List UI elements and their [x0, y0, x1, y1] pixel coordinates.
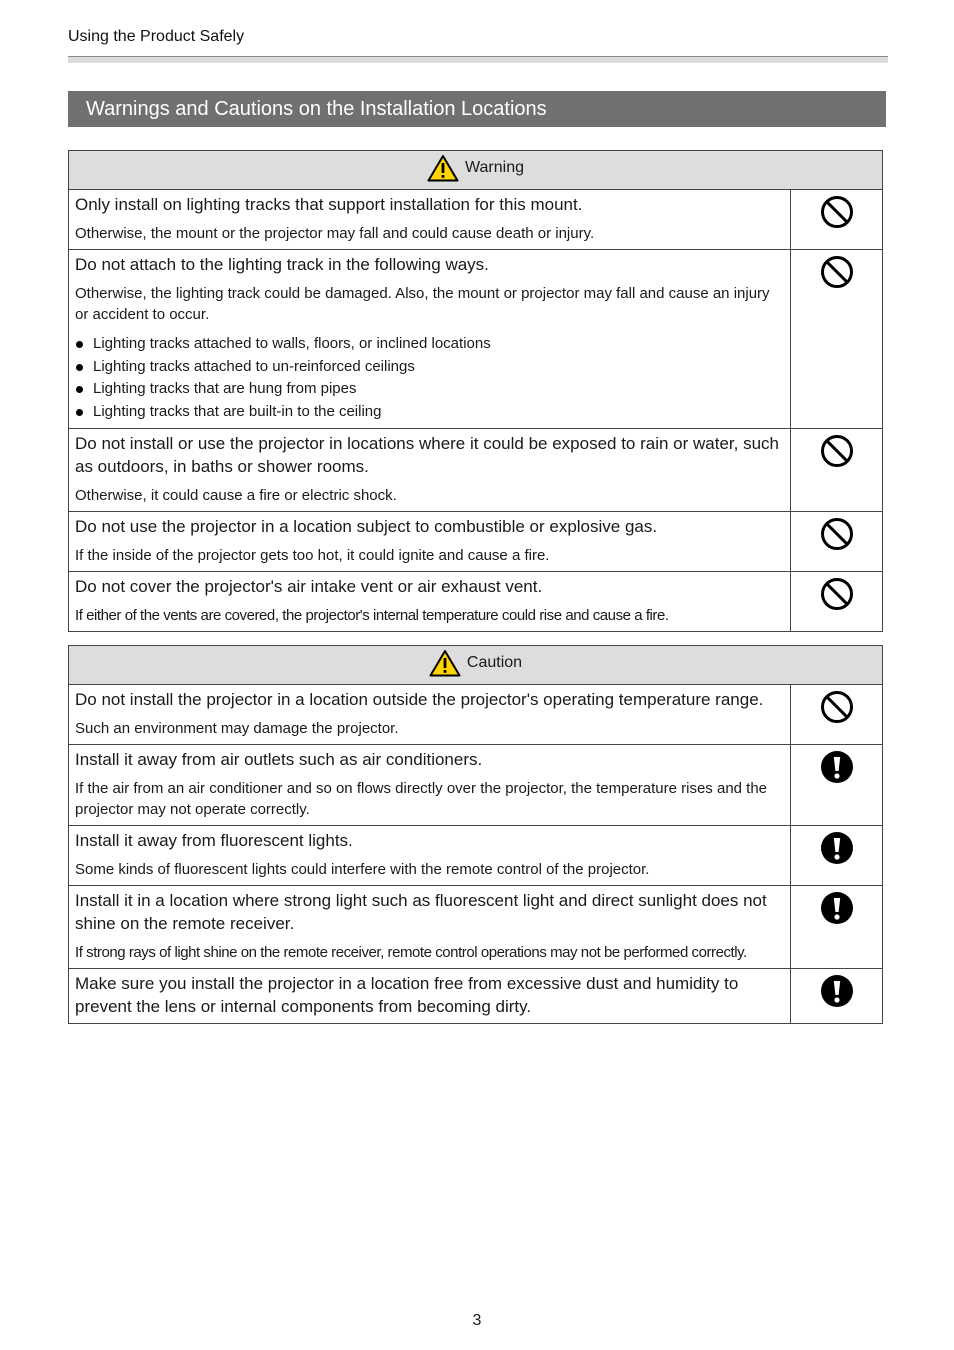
mandatory-action-icon: [820, 750, 854, 784]
caution-table-header: [69, 646, 883, 685]
row-title: Install it away from fluorescent lights.: [75, 831, 353, 850]
list-item: Lighting tracks that are hung from pipes: [75, 378, 784, 401]
mandatory-action-icon: [820, 831, 854, 865]
table-row: [69, 886, 883, 969]
row-description: Otherwise, it could cause a fire or electric shock.: [75, 487, 397, 504]
list-item: Lighting tracks attached to un-reinforced ceilings: [75, 356, 784, 379]
table-row: [69, 190, 883, 250]
row-title: Install it away from air outlets such as air conditioners.: [75, 750, 483, 769]
table-row: [69, 745, 883, 826]
row-description: Some kinds of fluorescent lights could interfere with the remote control of the projector.: [75, 861, 650, 878]
table-row: [69, 250, 883, 429]
row-description: Such an environment may damage the projector.: [75, 720, 399, 737]
row-title: Do not use the projector in a location subject to combustible or explosive gas.: [75, 517, 658, 536]
prohibited-icon: [820, 690, 854, 724]
row-description: If the inside of the projector gets too hot, it could ignite and cause a fire.: [75, 547, 550, 564]
mandatory-action-icon: [820, 974, 854, 1008]
row-title: Do not install or use the projector in locations where it could be exposed to rain or water, such as outdoors, in baths or shower rooms.: [75, 434, 779, 476]
table-row: [69, 429, 883, 512]
row-description: If either of the vents are covered, the projector's internal temperature could rise and cause a fire.: [75, 607, 669, 624]
row-title: Make sure you install the projector in a location free from excessive dust and humidity to prevent the lens or internal components from becoming dirty.: [75, 974, 739, 1016]
row-description: Otherwise, the lighting track could be damaged. Also, the mount or projector may fall and cause an injury or accident to occur.: [75, 285, 770, 323]
page-number: 3: [472, 1312, 482, 1329]
warning-label: Warning: [465, 158, 524, 176]
table-row: [69, 826, 883, 886]
table-row: [69, 969, 883, 1024]
mandatory-action-icon: [820, 891, 854, 925]
row-description: If the air from an air conditioner and so on flows directly over the projector, the temperature rises and the projector may not operate correctly.: [75, 780, 768, 818]
caution-table: [68, 645, 883, 1024]
bullet-list: [75, 333, 784, 423]
row-title: Do not cover the projector's air intake vent or air exhaust vent.: [75, 577, 543, 596]
warning-triangle-icon: [429, 649, 461, 677]
prohibited-icon: [820, 577, 854, 611]
warning-triangle-icon: [427, 154, 459, 182]
row-title: Do not attach to the lighting track in the following ways.: [75, 255, 489, 274]
prohibited-icon: [820, 517, 854, 551]
warning-table-header: [69, 151, 883, 190]
running-header: Using the Product Safely: [68, 28, 245, 45]
list-item: Lighting tracks attached to walls, floors, or inclined locations: [75, 333, 784, 356]
list-item: Lighting tracks that are built-in to the ceiling: [75, 401, 784, 424]
table-row: [69, 685, 883, 745]
header-rule: [68, 56, 888, 63]
caution-label: Caution: [466, 653, 523, 671]
table-row: [69, 512, 883, 572]
prohibited-icon: [820, 434, 854, 468]
warning-table: [68, 150, 883, 632]
row-title: Do not install the projector in a location outside the projector's operating temperature range.: [75, 690, 764, 709]
table-row: [69, 572, 883, 632]
section-title: Warnings and Cautions on the Installation Locations: [68, 91, 886, 127]
row-description: Otherwise, the mount or the projector may fall and could cause death or injury.: [75, 225, 595, 242]
prohibited-icon: [820, 255, 854, 289]
row-title: Only install on lighting tracks that support installation for this mount.: [75, 195, 583, 214]
row-description: If strong rays of light shine on the remote receiver, remote control operations may not be performed correctly.: [75, 944, 747, 961]
row-title: Install it in a location where strong light such as fluorescent light and direct sunlight does not shine on the remote receiver.: [75, 891, 767, 933]
prohibited-icon: [820, 195, 854, 229]
